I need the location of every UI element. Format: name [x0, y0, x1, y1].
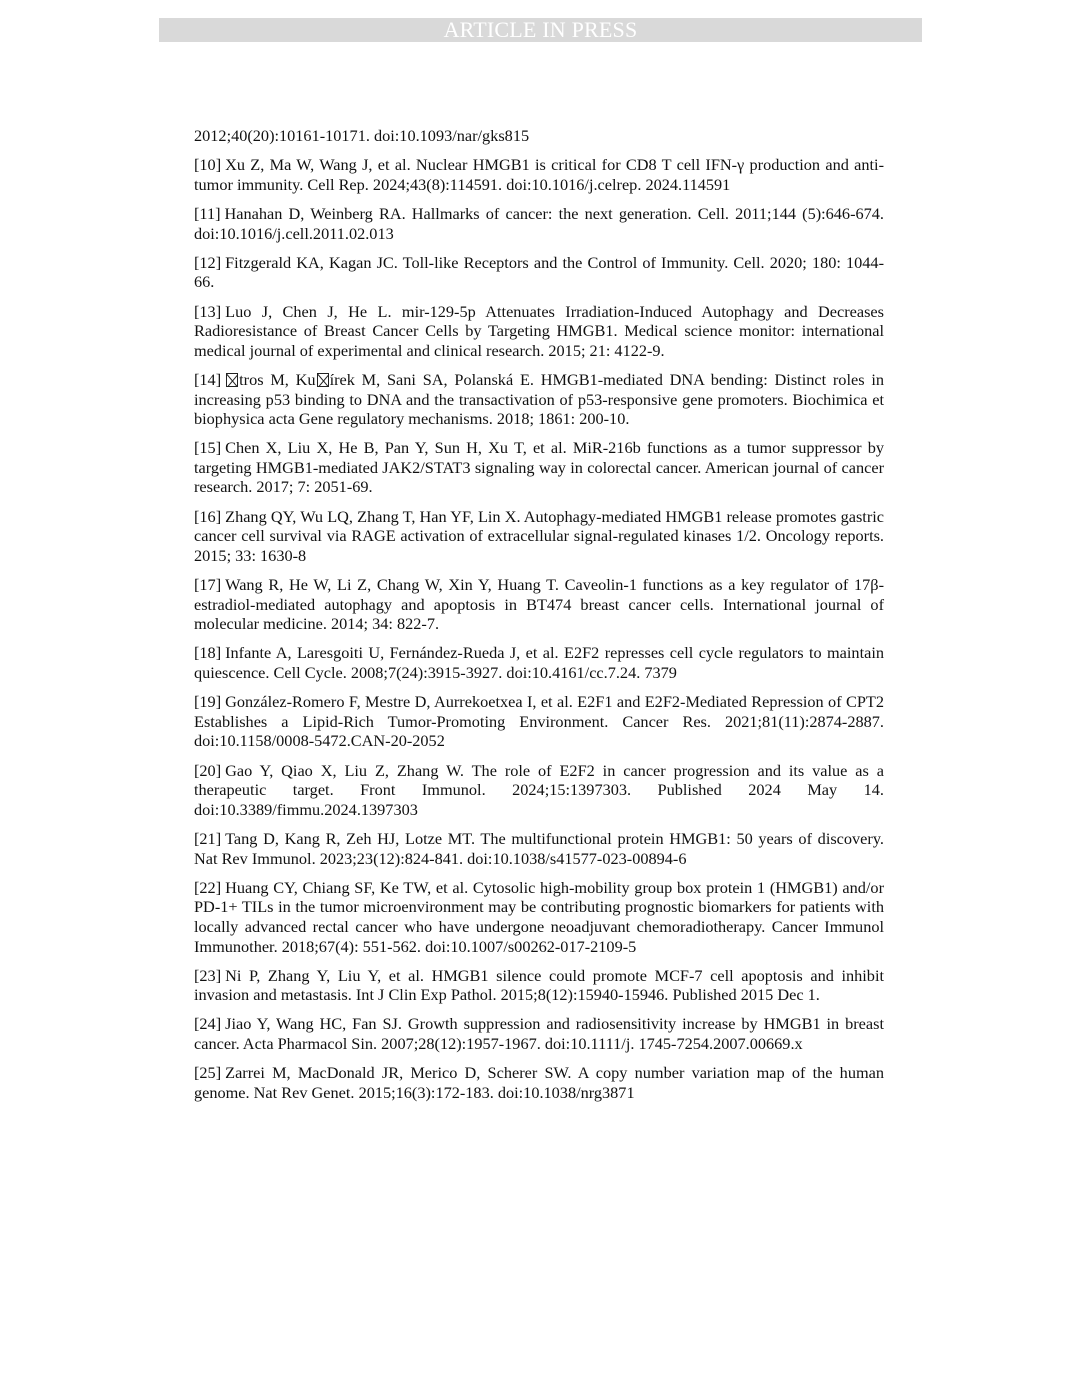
reference-text: Fitzgerald KA, Kagan JC. Toll-like Receptors and the Control of Immunity. Cell. 2020; 180: 1044-66.	[194, 252, 884, 292]
reference-continuation: 2012;40(20):10161-10171. doi:10.1093/nar/gks815	[194, 126, 530, 145]
reference-12	[194, 253, 884, 292]
reference-text: Hanahan D, Weinberg RA. Hallmarks of cancer: the next generation. Cell. 2011;144 (5):646-674. doi:10.1016/j.cell.2011.02.013	[194, 203, 884, 243]
reference-number: [12]	[194, 252, 222, 272]
reference-text: Ni P, Zhang Y, Liu Y, et al. HMGB1 silence could promote MCF-7 cell apoptosis and inhibit invasion and metastasis. Int J Clin Exp Pathol. 2015;8(12):15940-15946. Published 2015 Dec 1.	[194, 965, 884, 1005]
reference-21	[194, 829, 884, 868]
reference-25	[194, 1063, 884, 1102]
reference-text: Infante A, Laresgoiti U, Fernández-Rueda J, et al. E2F2 represses cell cycle regulators to maintain quiescence. Cell Cycle. 2008;7(24):3915-3927. doi:10.4161/cc.7.24. 7379	[194, 643, 884, 682]
reference-23	[194, 966, 884, 1005]
reference-number: [19]	[194, 692, 222, 712]
reference-text: Gao Y, Qiao X, Liu Z, Zhang W. The role of E2F2 in cancer progression and its value as a therapeutic target. Front Immunol. 2024;15:1397303. Published 2024 May 14. doi:10.3389/fimmu.2024.1397303	[194, 760, 884, 819]
reference-text: Jiao Y, Wang HC, Fan SJ. Growth suppression and radiosensitivity increase by HMGB1 in breast cancer. Acta Pharmacol Sin. 2007;28(12):1957-1967. doi:10.1111/j. 1745-7254.2007.00669.x	[194, 1014, 884, 1054]
reference-10	[194, 155, 884, 194]
reference-number: [11]	[194, 203, 221, 223]
reference-18	[194, 643, 884, 682]
reference-number: [21]	[194, 828, 222, 848]
missing-glyph-icon	[317, 373, 329, 387]
reference-13	[194, 302, 884, 361]
reference-number: [14]	[194, 369, 222, 389]
reference-14	[194, 370, 884, 429]
reference-number: [15]	[194, 438, 222, 458]
reference-text: Zarrei M, MacDonald JR, Merico D, Scherer SW. A copy number variation map of the human genome. Nat Rev Genet. 2015;16(3):172-183. doi:10.1038/nrg3871	[194, 1063, 884, 1102]
reference-number: [25]	[194, 1063, 222, 1083]
reference-list	[194, 126, 884, 1112]
reference-text: Tang D, Kang R, Zeh HJ, Lotze MT. The multifunctional protein HMGB1: 50 years of discovery. Nat Rev Immunol. 2023;23(12):824-841. doi:10.1038/s41577-023-00894-6	[194, 828, 884, 868]
reference-text: Wang R, He W, Li Z, Chang W, Xin Y, Huang T. Caveolin-1 functions as a key regulator of 17β-estradiol-mediated autophagy and apoptosis in BT474 breast cancer cells. International journal of molecular medicine. 2014; 34: 822-7.	[194, 575, 884, 634]
article-in-press-banner: ARTICLE IN PRESS	[159, 18, 922, 42]
missing-glyph-icon	[226, 373, 238, 387]
reference-22	[194, 878, 884, 956]
reference-text: González-Romero F, Mestre D, Aurrekoetxea I, et al. E2F1 and E2F2-Mediated Repression of CPT2 Establishes a Lipid-Rich Tumor-Promoting Environment. Cancer Res. 2021;81(11):2874-2887. doi:10.1158/0008-5472.CAN-20-2052	[194, 692, 884, 751]
reference-text-part: tros M, Ku	[239, 369, 316, 389]
reference-number: [13]	[194, 301, 222, 321]
reference-number: [18]	[194, 643, 222, 663]
reference-11	[194, 204, 884, 243]
reference-number: [17]	[194, 575, 222, 595]
reference-text-part: írek M, Sani SA, Polanská E. HMGB1-mediated DNA bending: Distinct roles in increasing p53 binding to DNA and the transactivation of p53-responsive gene promoters. Biochimica et biophysica acta Gene regulatory mechanisms. 2018; 1861: 200-10.	[194, 369, 884, 429]
reference-16	[194, 507, 884, 566]
reference-19	[194, 692, 884, 751]
reference-number: [20]	[194, 760, 222, 780]
reference-number: [10]	[194, 155, 222, 175]
reference-number: [22]	[194, 877, 222, 897]
reference-text: Zhang QY, Wu LQ, Zhang T, Han YF, Lin X. Autophagy-mediated HMGB1 release promotes gastric cancer cell survival via RAGE activation of extracellular signal-regulated kinases 1/2. Oncology reports. 2015; 33: 1630-8	[194, 506, 884, 565]
reference-15	[194, 438, 884, 497]
reference-text: Luo J, Chen J, He L. mir-129-5p Attenuates Irradiation-Induced Autophagy and Decreases Radioresistance of Breast Cancer Cells by Targeting HMGB1. Medical science monitor: international medical journal of experimental and clinical research. 2015; 21: 4122-9.	[194, 301, 884, 360]
reference-number: [23]	[194, 965, 222, 985]
reference-17	[194, 575, 884, 634]
reference-number: [16]	[194, 506, 222, 526]
reference-text: Huang CY, Chiang SF, Ke TW, et al. Cytosolic high-mobility group box protein 1 (HMGB1) and/or PD-1+ TILs in the tumor microenvironment may be contributing prognostic biomarkers for patients with locally advanced rectal cancer who have undergone neoadjuvant chemoradiotherapy. Cancer Immunol Immunother. 2018;67(4): 551-562. doi:10.1007/s00262-017-2109-5	[194, 877, 884, 956]
reference-number: [24]	[194, 1014, 222, 1034]
reference-24	[194, 1014, 884, 1053]
reference-20	[194, 761, 884, 820]
reference-text: Xu Z, Ma W, Wang J, et al. Nuclear HMGB1 is critical for CD8 T cell IFN-γ production and anti-tumor immunity. Cell Rep. 2024;43(8):114591. doi:10.1016/j.celrep. 2024.114591	[194, 155, 884, 194]
reference-text: Chen X, Liu X, He B, Pan Y, Sun H, Xu T, et al. MiR-216b functions as a tumor suppressor by targeting HMGB1-mediated JAK2/STAT3 signaling way in colorectal cancer. American journal of cancer research. 2017; 7: 2051-69.	[194, 438, 884, 497]
